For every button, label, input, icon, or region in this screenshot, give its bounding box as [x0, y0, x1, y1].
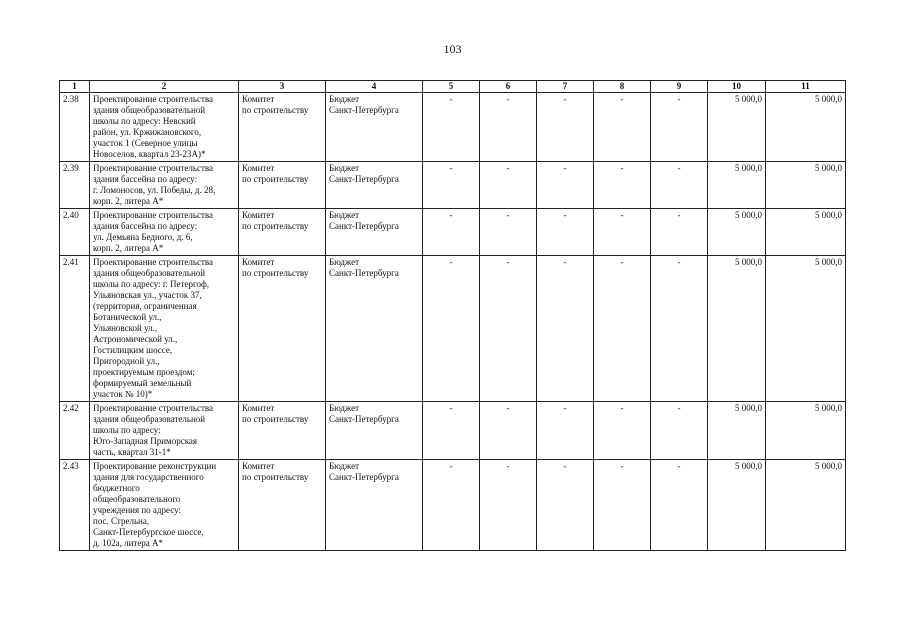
description-cell-line: проектируемым проездом; — [93, 367, 195, 377]
description-cell-line: школы по адресу: Невский — [93, 116, 196, 126]
amount-cell: 5 000,0 — [708, 402, 766, 460]
row-number: 2.38 — [60, 93, 90, 162]
description-cell-line: школы по адресу: г. Петергоф, — [93, 279, 210, 289]
dash-cell: - — [594, 256, 651, 402]
description-cell-line: здания общеобразовательной — [93, 105, 206, 115]
dash-cell: - — [594, 93, 651, 162]
source-cell-line: Бюджет — [329, 461, 360, 471]
dash-cell: - — [480, 93, 537, 162]
description-cell-line: корп. 2, литера А* — [93, 196, 164, 206]
description-cell-line: Астрономической ул., — [93, 334, 178, 344]
col-header: 7 — [537, 81, 594, 93]
dash-cell: - — [537, 402, 594, 460]
description-cell-line: Проектирование строительства — [93, 94, 214, 104]
executor-cell — [239, 402, 326, 460]
description-cell-line: Ульяновская ул., участок 37, — [93, 290, 202, 300]
table-row — [60, 93, 846, 162]
description-cell-line: здания бассейна по адресу: — [93, 174, 198, 184]
executor-cell-line: по строительству — [242, 174, 309, 184]
dash-cell: - — [423, 162, 480, 209]
description-cell-line: Новоселов, квартал 23-23А)* — [93, 149, 206, 159]
description-cell — [90, 93, 239, 162]
executor-cell-line: по строительству — [242, 414, 309, 424]
description-cell-line: Проектирование строительства — [93, 210, 214, 220]
description-cell-line: учреждения по адресу: — [93, 505, 181, 515]
source-cell-line: Санкт-Петербурга — [329, 105, 399, 115]
table-row — [60, 209, 846, 256]
amount-cell: 5 000,0 — [708, 162, 766, 209]
col-header: 8 — [594, 81, 651, 93]
executor-cell-line: по строительству — [242, 472, 309, 482]
executor-cell-line: Комитет — [242, 257, 275, 267]
description-cell-line: Ульяновской ул., — [93, 323, 158, 333]
executor-cell — [239, 209, 326, 256]
executor-cell-line: по строительству — [242, 105, 309, 115]
description-cell-line: здания общеобразовательной — [93, 268, 206, 278]
executor-cell-line: по строительству — [242, 268, 309, 278]
table-row — [60, 460, 846, 551]
dash-cell: - — [651, 93, 708, 162]
source-cell-line: Санкт-Петербурга — [329, 472, 399, 482]
description-cell-line: д. 102а, литера А* — [93, 538, 164, 548]
amount-cell: 5 000,0 — [766, 93, 846, 162]
description-cell — [90, 256, 239, 402]
executor-cell-line: по строительству — [242, 221, 309, 231]
executor-cell — [239, 93, 326, 162]
col-header: 9 — [651, 81, 708, 93]
table-row — [60, 162, 846, 209]
description-cell-line: ул. Демьяна Бедного, д. 6, — [93, 232, 193, 242]
amount-cell: 5 000,0 — [708, 256, 766, 402]
description-cell-line: школы по адресу: — [93, 425, 161, 435]
description-cell-line: Санкт-Петербургское шоссе, — [93, 527, 204, 537]
description-cell-line: пос. Стрельна, — [93, 516, 150, 526]
source-cell-line: Санкт-Петербурга — [329, 174, 399, 184]
dash-cell: - — [651, 460, 708, 551]
description-cell-line: Гостилицким шоссе, — [93, 345, 173, 355]
source-cell-line: Санкт-Петербурга — [329, 414, 399, 424]
description-cell — [90, 162, 239, 209]
source-cell — [326, 402, 423, 460]
col-header: 6 — [480, 81, 537, 93]
description-cell-line: район, ул. Кржижановского, — [93, 127, 202, 137]
description-cell-line: г. Ломоносов, ул. Победы, д. 28, — [93, 185, 216, 195]
dash-cell: - — [537, 460, 594, 551]
description-cell-line: Проектирование реконструкции — [93, 461, 217, 471]
col-header: 5 — [423, 81, 480, 93]
executor-cell-line: Комитет — [242, 210, 275, 220]
executor-cell-line: Комитет — [242, 94, 275, 104]
description-cell-line: общеобразовательного — [93, 494, 181, 504]
executor-cell-line: Комитет — [242, 403, 275, 413]
dash-cell: - — [480, 209, 537, 256]
dash-cell: - — [480, 162, 537, 209]
row-number: 2.39 — [60, 162, 90, 209]
amount-cell: 5 000,0 — [708, 460, 766, 551]
amount-cell: 5 000,0 — [766, 256, 846, 402]
description-cell-line: формируемый земельный — [93, 378, 192, 388]
page-number: 103 — [443, 42, 462, 56]
col-header: 11 — [766, 81, 846, 93]
dash-cell: - — [423, 256, 480, 402]
dash-cell: - — [423, 460, 480, 551]
col-header: 1 — [60, 81, 90, 93]
program-table — [59, 80, 846, 551]
executor-cell — [239, 162, 326, 209]
dash-cell: - — [423, 209, 480, 256]
description-cell-line: Ботанической ул., — [93, 312, 162, 322]
amount-cell: 5 000,0 — [766, 402, 846, 460]
description-cell-line: участок 1 (Северное улицы — [93, 138, 198, 148]
source-cell-line: Бюджет — [329, 210, 360, 220]
source-cell-line: Санкт-Петербурга — [329, 221, 399, 231]
source-cell — [326, 162, 423, 209]
source-cell — [326, 209, 423, 256]
dash-cell: - — [423, 93, 480, 162]
executor-cell-line: Комитет — [242, 461, 275, 471]
description-cell-line: здания бассейна по адресу: — [93, 221, 198, 231]
source-cell-line: Бюджет — [329, 163, 360, 173]
description-cell — [90, 402, 239, 460]
dash-cell: - — [594, 209, 651, 256]
amount-cell: 5 000,0 — [708, 209, 766, 256]
dash-cell: - — [537, 209, 594, 256]
source-cell — [326, 460, 423, 551]
header-row — [60, 81, 846, 93]
executor-cell — [239, 256, 326, 402]
source-cell-line: Санкт-Петербурга — [329, 268, 399, 278]
dash-cell: - — [537, 256, 594, 402]
dash-cell: - — [594, 460, 651, 551]
col-header: 4 — [326, 81, 423, 93]
dash-cell: - — [480, 256, 537, 402]
description-cell — [90, 209, 239, 256]
row-number: 2.41 — [60, 256, 90, 402]
col-header: 2 — [90, 81, 239, 93]
source-cell-line: Бюджет — [329, 257, 360, 267]
executor-cell-line: Комитет — [242, 163, 275, 173]
description-cell-line: (территория, ограниченная — [93, 301, 197, 311]
dash-cell: - — [423, 402, 480, 460]
table-row — [60, 402, 846, 460]
source-cell-line: Бюджет — [329, 94, 360, 104]
description-cell-line: здания общеобразовательной — [93, 414, 206, 424]
amount-cell: 5 000,0 — [766, 460, 846, 551]
amount-cell: 5 000,0 — [708, 93, 766, 162]
row-number: 2.40 — [60, 209, 90, 256]
dash-cell: - — [537, 162, 594, 209]
description-cell-line: корп. 2, литера А* — [93, 243, 164, 253]
row-number: 2.43 — [60, 460, 90, 551]
description-cell-line: Проектирование строительства — [93, 403, 214, 413]
dash-cell: - — [537, 93, 594, 162]
description-cell-line: Проектирование строительства — [93, 257, 214, 267]
executor-cell — [239, 460, 326, 551]
description-cell-line: здания для государственного — [93, 472, 204, 482]
description-cell-line: Пригородной ул., — [93, 356, 160, 366]
dash-cell: - — [480, 460, 537, 551]
description-cell-line: Проектирование строительства — [93, 163, 214, 173]
col-header: 3 — [239, 81, 326, 93]
dash-cell: - — [651, 256, 708, 402]
dash-cell: - — [480, 402, 537, 460]
source-cell — [326, 93, 423, 162]
description-cell-line: бюджетного — [93, 483, 140, 493]
table-row — [60, 256, 846, 402]
dash-cell: - — [651, 209, 708, 256]
dash-cell: - — [594, 402, 651, 460]
description-cell-line: часть, квартал 31-1* — [93, 447, 171, 457]
source-cell — [326, 256, 423, 402]
amount-cell: 5 000,0 — [766, 209, 846, 256]
description-cell-line: участок № 10)* — [93, 389, 153, 399]
amount-cell: 5 000,0 — [766, 162, 846, 209]
row-number: 2.42 — [60, 402, 90, 460]
description-cell — [90, 460, 239, 551]
dash-cell: - — [651, 162, 708, 209]
dash-cell: - — [594, 162, 651, 209]
description-cell-line: Юго-Западная Приморская — [93, 436, 198, 446]
col-header: 10 — [708, 81, 766, 93]
source-cell-line: Бюджет — [329, 403, 360, 413]
dash-cell: - — [651, 402, 708, 460]
